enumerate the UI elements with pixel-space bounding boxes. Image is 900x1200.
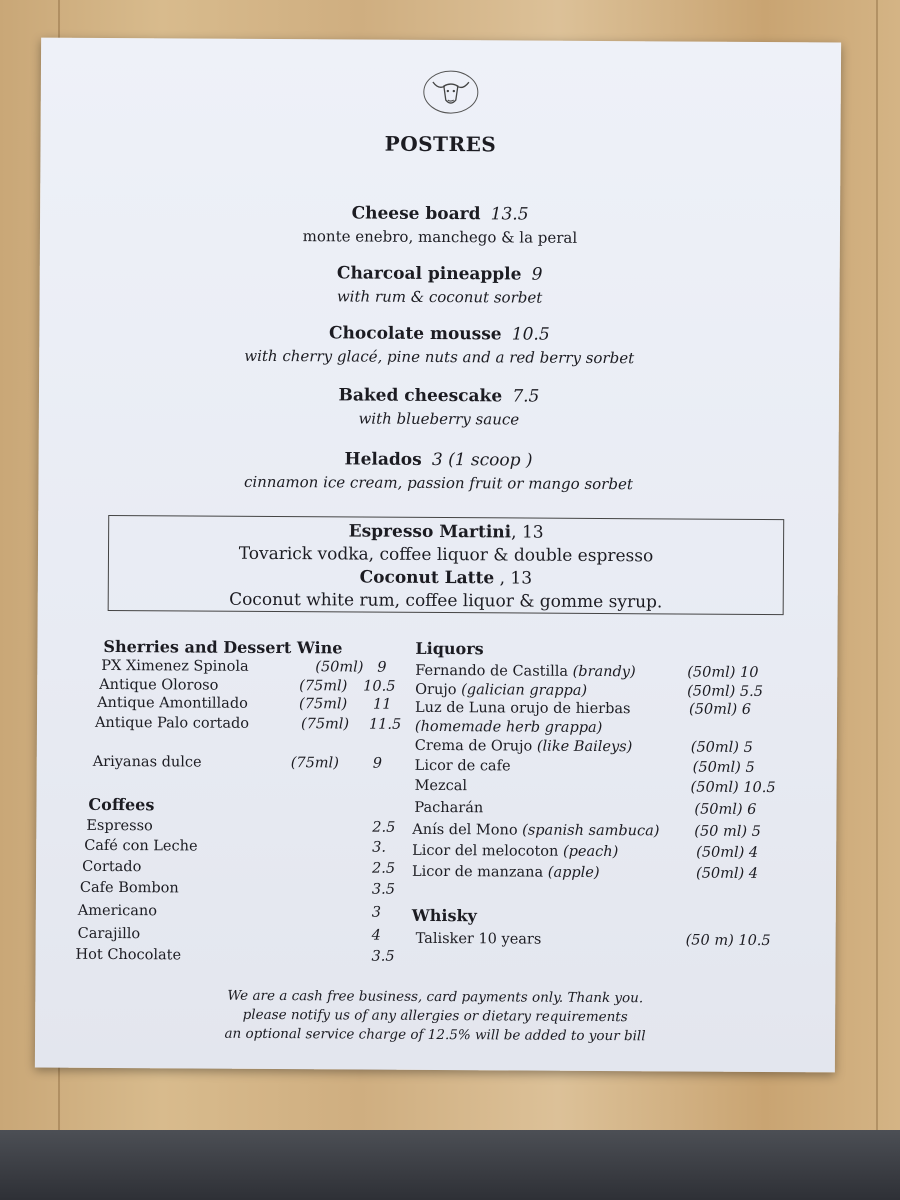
dessert-price: 9 <box>531 264 543 285</box>
dessert-desc: with rum & coconut sorbet <box>336 287 543 307</box>
list-item: Espresso <box>86 817 153 835</box>
item-price: 10.5 <box>363 678 396 695</box>
list-item: Pacharán <box>414 799 484 817</box>
list-item: Licor del melocoton (peach) <box>412 842 619 861</box>
dessert-desc: cinnamon ice cream, passion fruit or mango sorbet <box>243 472 633 494</box>
dessert-desc: monte enebro, manchego & la peral <box>302 227 578 247</box>
cocktail-desc: Tovarick vodka, coffee liquor & double espresso <box>238 543 654 567</box>
footer-line: please notify us of any allergies or dietary requirements <box>242 1006 628 1026</box>
item-price: (50ml) 5 <box>692 759 755 776</box>
dessert-item <box>40 202 840 249</box>
item-price: (50ml) 4 <box>696 844 759 861</box>
item-size: (75ml) <box>299 696 348 713</box>
section-heading-sherries: Sherries and Dessert Wine <box>103 636 343 658</box>
item-price: (50 ml) 5 <box>694 823 761 840</box>
cocktail-desc: Coconut white rum, coffee liquor & gomme syrup. <box>229 589 663 613</box>
item-price: 2.5 <box>372 860 396 877</box>
dessert-item <box>39 384 839 431</box>
item-size: (75ml) <box>300 716 350 733</box>
item-price: (50ml) 10.5 <box>690 779 776 797</box>
dessert-price: 13.5 <box>490 204 529 225</box>
dessert-item <box>38 448 838 495</box>
item-price: 3.5 <box>371 948 395 965</box>
list-item: Fernando de Castilla (brandy) <box>415 662 636 681</box>
item-price: (50ml) 10 <box>687 664 759 681</box>
item-price: (50ml) 5.5 <box>687 683 764 700</box>
list-item: Licor de manzana (apple) <box>412 863 600 881</box>
list-item: Antique Oloroso <box>99 676 219 694</box>
cocktail-price: , 13 <box>511 522 544 543</box>
dessert-name: Charcoal pineapple <box>336 263 522 285</box>
list-item: Café con Leche <box>84 837 198 855</box>
list-item: Ariyanas dulce <box>92 753 202 771</box>
item-price: 2.5 <box>372 819 396 836</box>
list-item: PX Ximenez Spinola <box>101 657 249 675</box>
list-item: Licor de cafe <box>414 757 511 775</box>
list-item: Luz de Luna orujo de hierbas <box>415 699 631 718</box>
dessert-name: Helados <box>344 449 422 470</box>
cocktail-price: , 13 <box>494 568 533 589</box>
item-size: (75ml) <box>290 755 339 772</box>
list-item: Carajillo <box>77 925 141 943</box>
item-price: 9 <box>372 755 383 772</box>
list-item: Hot Chocolate <box>75 946 182 964</box>
dessert-price: 10.5 <box>511 324 550 345</box>
dessert-name: Cheese board <box>351 203 481 225</box>
list-item: Mezcal <box>414 777 468 795</box>
item-price: 3.5 <box>371 881 396 898</box>
dessert-item <box>39 322 839 369</box>
item-price: 3. <box>372 839 387 856</box>
section-heading-whisky: Whisky <box>411 905 477 926</box>
list-item-note: (homemade herb grappa) <box>414 718 603 737</box>
item-price: 11.5 <box>368 716 402 733</box>
cocktail-name: Coconut Latte <box>359 567 495 589</box>
cocktail-name: Espresso Martini <box>348 521 512 543</box>
list-item: Anís del Mono (spanish sambuca) <box>412 821 660 840</box>
section-heading-coffees: Coffees <box>88 794 155 815</box>
item-price: 4 <box>371 927 381 944</box>
item-price: (50ml) 4 <box>696 865 759 882</box>
list-item: Americano <box>77 902 158 920</box>
dessert-item <box>40 262 840 309</box>
footer-line: an optional service charge of 12.5% will be added to your bill <box>224 1025 646 1045</box>
table-plank-seam <box>876 0 878 1200</box>
cloth-edge <box>0 1130 900 1200</box>
item-size: (75ml) <box>299 678 348 695</box>
item-price: (50ml) 6 <box>689 701 752 718</box>
list-item: Cafe Bombon <box>79 879 179 897</box>
dessert-desc: with cherry glacé, pine nuts and a red berry sorbet <box>244 346 635 368</box>
dessert-price: 3 (1 scoop ) <box>431 449 533 471</box>
item-price: 11 <box>373 696 392 713</box>
list-item: Crema de Orujo (like Baileys) <box>414 737 633 756</box>
dessert-price: 7.5 <box>512 386 540 407</box>
dessert-name: Chocolate mousse <box>328 323 502 345</box>
section-heading-liquors: Liquors <box>415 638 484 659</box>
item-price: 9 <box>377 659 387 676</box>
item-price: 3 <box>371 904 382 921</box>
list-item: Cortado <box>82 858 142 876</box>
menu-sheet <box>35 38 841 1073</box>
list-item: Antique Palo cortado <box>94 714 250 732</box>
list-item: Antique Amontillado <box>97 694 248 712</box>
dessert-name: Baked cheescake <box>338 385 503 407</box>
bull-head-icon <box>421 68 481 116</box>
dessert-desc: with blueberry sauce <box>358 409 520 429</box>
footer-notes <box>35 986 835 1048</box>
page-title: POSTRES <box>384 131 497 157</box>
item-price: (50 m) 10.5 <box>685 932 771 950</box>
item-price: (50ml) 5 <box>690 739 753 756</box>
list-item: Talisker 10 years <box>415 930 542 948</box>
list-item: Orujo (galician grappa) <box>415 681 588 699</box>
cocktail-box <box>108 515 785 615</box>
item-price: (50ml) 6 <box>694 801 757 818</box>
item-size: (50ml) <box>315 659 364 676</box>
footer-line: We are a cash free business, card payments only. Thank you. <box>227 987 644 1007</box>
